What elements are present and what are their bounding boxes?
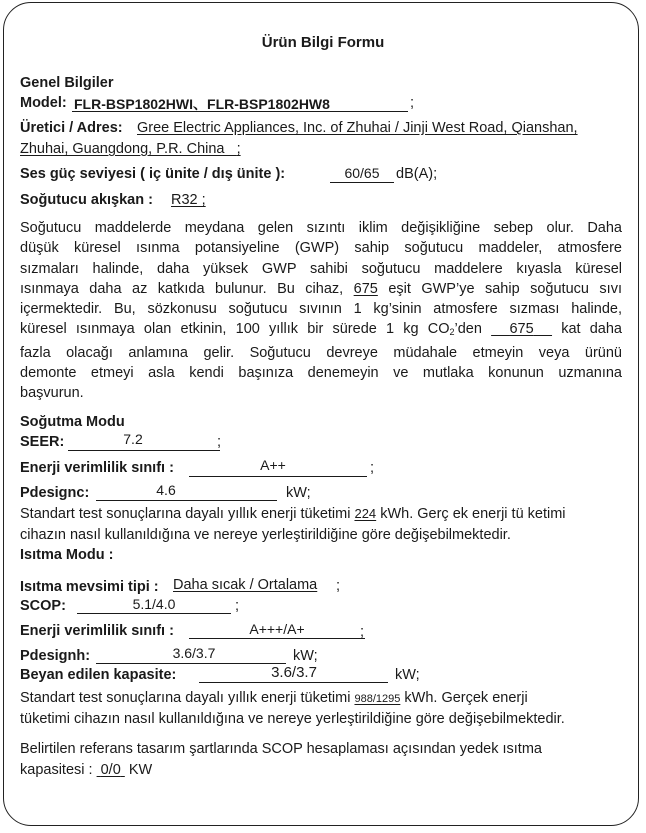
noise-value: 60/65 — [344, 165, 380, 181]
backup-line1: Belirtilen referans tasarım şartlarında SCOP hesaplaması açısından yedek ısıtma — [20, 741, 542, 757]
capacity-unit: kW; — [395, 667, 420, 683]
manufacturer-address-line1: Gree Electric Appliances, Inc. of Zhuhai / Jinji West Road, Qianshan, — [137, 120, 578, 136]
cooling-class-underline — [189, 476, 367, 477]
season-value: Daha sıcak / Ortalama — [173, 577, 318, 593]
pdesignc-unit: kW; — [286, 485, 311, 501]
heating-annual-line2: tüketimi cihazın nasıl kullanıldığına ve nereye yerleştirildiğine göre değişebilmektedir. — [20, 711, 565, 727]
heating-annual-value: 988/1295 — [354, 693, 401, 705]
heating-class-label: Enerji verimlilik sınıfı : — [20, 623, 174, 639]
seer-value: 7.2 — [123, 431, 143, 447]
cooling-class-end: ; — [370, 460, 375, 476]
seer-end: ; — [217, 434, 222, 450]
refrigerant-value: R32 ; — [171, 192, 206, 208]
manufacturer-address-line2: Zhuhai, Guangdong, P.R. China ; — [20, 141, 241, 157]
gwp-value: 675 — [353, 280, 378, 297]
gwp-line: fazla olacağı anlamına gelir. Soğutucu devreye müdahale etmeyin veya ürünü — [20, 344, 622, 361]
cooling-class-label: Enerji verimlilik sınıfı : — [20, 460, 174, 476]
capacity-label: Beyan edilen kapasite: — [20, 667, 177, 683]
form-title: Ürün Bilgi Formu — [261, 34, 385, 51]
capacity-underline — [199, 682, 388, 683]
gwp-line: içermektedir. Bu, sözkonusu soğutucu sıvının 1 kg’sinin atmosfere sızması halinde, — [20, 301, 622, 318]
pdesignc-underline — [96, 500, 277, 501]
pdesignc-value: 4.6 — [156, 482, 176, 498]
co2-subscript: 2 — [449, 327, 455, 338]
heating-class-end: ; — [360, 624, 365, 640]
noise-label: Ses güç seviyesi ( iç ünite / dış ünite ): — [20, 166, 286, 182]
pdesignc-label: Pdesignc: — [20, 485, 90, 501]
refrigerant-label: Soğutucu akışkan : — [20, 192, 153, 208]
gwp-line: Soğutucu maddelerde meydana gelen sızıntı iklim değişikliğine sebep olur. Daha — [20, 220, 622, 236]
model-label: Model: — [20, 95, 67, 111]
cooling-heading: Soğutma Modu — [20, 414, 125, 430]
noise-underline — [330, 182, 394, 183]
seer-underline — [68, 450, 220, 451]
heating-class-underline — [189, 638, 365, 639]
backup-value: 0/0 — [100, 762, 121, 778]
cooling-class-value: A++ — [260, 457, 286, 473]
noise-unit: dB(A); — [396, 166, 438, 182]
cooling-annual-line2: cihazın nasıl kullanıldığına ve nereye yerleştirildiğine göre değişebilmektedir. — [20, 527, 511, 543]
season-end: ; — [336, 578, 341, 594]
season-label: Isıtma mevsimi tipi : — [20, 579, 159, 595]
manufacturer-label: Üretici / Adres: — [20, 120, 123, 136]
gwp-paragraph — [20, 218, 622, 404]
scop-end: ; — [235, 598, 240, 614]
pdesignh-unit: kW; — [293, 648, 318, 664]
scop-value: 5.1/4.0 — [132, 596, 176, 612]
seer-label: SEER: — [20, 434, 65, 450]
general-heading: Genel Bilgiler — [20, 75, 114, 91]
pdesignh-label: Pdesignh: — [20, 648, 91, 664]
gwp-value-2: 675 — [509, 321, 534, 338]
pdesignh-value: 3.6/3.7 — [172, 645, 216, 661]
scop-label: SCOP: — [20, 598, 66, 614]
capacity-value: 3.6/3.7 — [271, 664, 317, 681]
heating-heading: Isıtma Modu : — [20, 547, 114, 563]
model-value: FLR-BSP1802HWI、FLR-BSP1802HW8 — [74, 96, 330, 112]
gwp-line: düşük küresel ısınma potansiyeline (GWP) sahip soğutucu maddeler, atmosfere — [20, 240, 622, 257]
heating-annual-line1: Standart test sonuçlarına dayalı yıllık enerji tüketimi 988/1295 kWh. Gerçek enerji — [20, 690, 528, 706]
gwp-line: demonte etmeyi asla kendi başınıza denemeyin ve mutlaka konunun uzmanına — [20, 365, 622, 382]
model-end: ; — [410, 95, 415, 111]
cooling-annual-line1: Standart test sonuçlarına dayalı yıllık enerji tüketimi 224 kWh. Gerç ek enerji tü ketimi — [20, 506, 566, 522]
backup-line2: kapasitesi : 0/0 KW — [20, 762, 153, 778]
cooling-annual-value: 224 — [354, 506, 377, 521]
gwp-line: ısınmaya daha az katkıda bulunur. Bu cihaz, 675 eşit GWP’ye sahip soğutucu sıvı — [20, 280, 622, 297]
heating-class-value: A+++/A+ — [249, 621, 305, 637]
gwp-line: başvurun. — [20, 385, 84, 402]
gwp-line: küresel ısınmaya olan etkinin, 100 yıllık bir sürede 1 kg $CO_2’den$ 675 kat daha — [20, 321, 622, 338]
gwp-line: sızmaları halinde, daha yüksek GWP sahibi soğutucu maddelere kıyasla küresel — [20, 260, 622, 277]
scop-underline — [77, 613, 231, 614]
